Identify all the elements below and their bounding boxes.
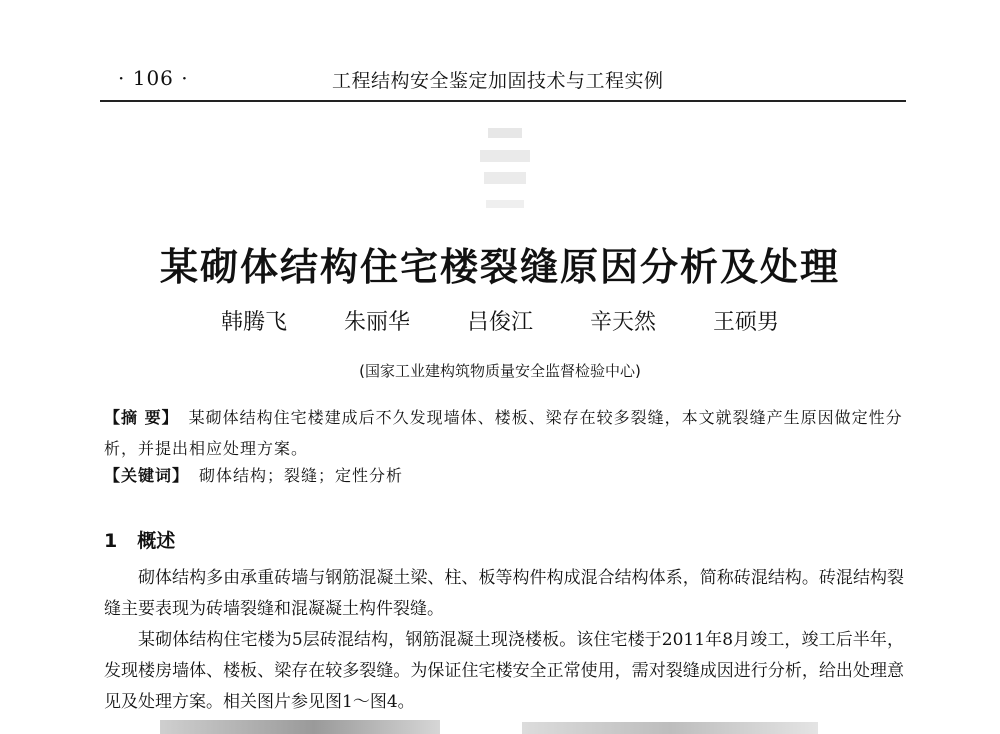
body-paragraph: 某砌体结构住宅楼为5层砖混结构，钢筋混凝土现浇楼板。该住宅楼于2011年8月竣工，竣工后半年，发现楼房墙体、楼板、梁存在较多裂缝。为保证住宅楼安全正常使用，需对裂缝成因进行分析，给出处理意见及处理方案。相关图片参见图1～图4。 xyxy=(104,630,904,712)
section-heading xyxy=(104,526,175,553)
section-number: 1 xyxy=(104,530,118,552)
abstract-block xyxy=(104,402,904,464)
figure-strip xyxy=(0,714,1000,732)
author-name: 吕俊江 xyxy=(466,310,533,335)
article-title: 某砌体结构住宅楼裂缝原因分析及处理 xyxy=(159,245,840,289)
affiliation: (国家工业建构筑物质量安全监督检验中心) xyxy=(359,362,641,380)
abstract-label: 【摘 要】 xyxy=(104,408,179,427)
author-name: 王硕男 xyxy=(713,310,780,335)
keywords-text: 砌体结构；裂缝；定性分析 xyxy=(199,466,404,485)
page-number: · 106 · xyxy=(118,66,189,90)
author-name: 韩腾飞 xyxy=(220,310,287,335)
keywords-label: 【关键词】 xyxy=(104,466,190,485)
author-name: 辛天然 xyxy=(590,310,657,335)
figure-photo xyxy=(522,722,818,734)
running-header xyxy=(100,64,906,102)
author-name: 朱丽华 xyxy=(343,310,410,335)
body-paragraph: 砌体结构多由承重砖墙与钢筋混凝土梁、柱、板等构件构成混合结构体系，简称砖混结构。砖混结构裂缝主要表现为砖墙裂缝和混凝凝土构件裂缝。 xyxy=(104,568,904,619)
abstract-text: 某砌体结构住宅楼建成后不久发现墙体、楼板、梁存在较多裂缝，本文就裂缝产生原因做定性分析，并提出相应处理方案。 xyxy=(104,408,903,458)
author-list xyxy=(0,305,1000,336)
book-title: 工程结构安全鉴定加固技术与工程实例 xyxy=(332,70,664,92)
keywords-block xyxy=(104,462,904,490)
section-title: 概述 xyxy=(137,530,176,552)
faint-stamp-mark xyxy=(470,120,540,220)
